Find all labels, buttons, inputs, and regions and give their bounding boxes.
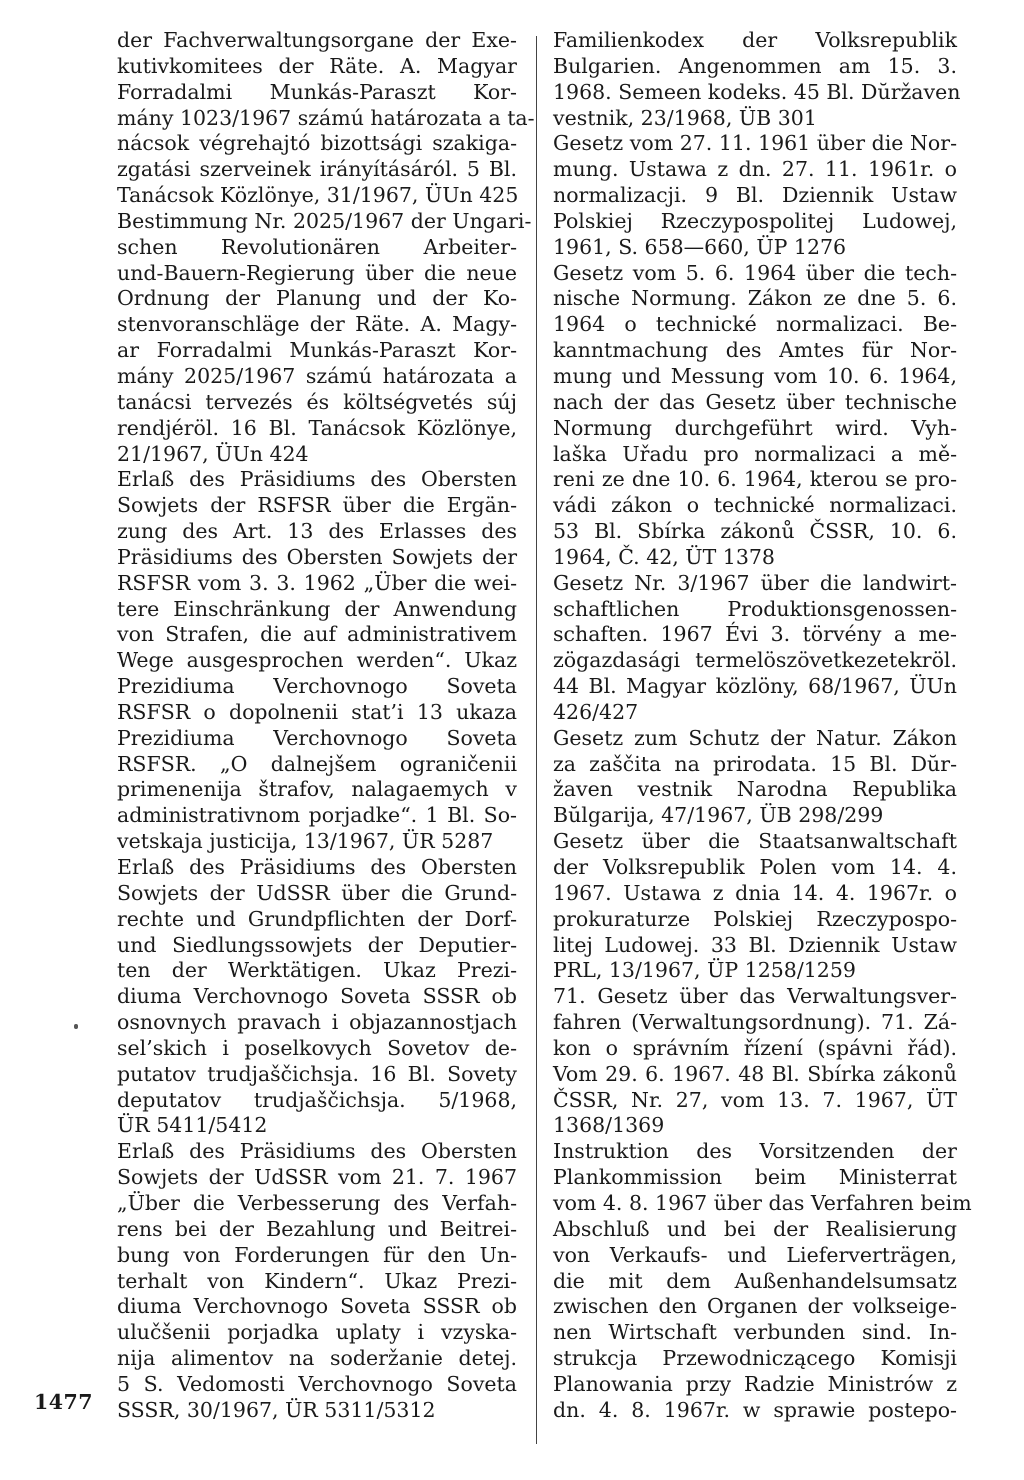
text-line: rendjéröl. 16 Bl. Tanácsok Közlönye, [117,415,517,440]
text-line: Gesetz über die Staatsanwaltschaft [553,829,957,854]
text-line: vádi zákon o technické normalizaci. [553,493,957,518]
text-line: schaften. 1967 Évi 3. törvény a me- [553,622,957,647]
text-line: Forradalmi Munkás-Paraszt Kor- [117,79,517,104]
text-line: der Fachverwaltungsorgane der Exe- [117,28,517,52]
text-line: zgatási szerveinek irányításáról. 5 Bl. [117,157,517,182]
text-line: vom 4. 8. 1967 über das Verfahren beim [553,1190,972,1215]
text-line: Vom 29. 6. 1967. 48 Bl. Sbírka zákonů [553,1061,957,1086]
text-line: osnovnych pravach i objazannostjach [117,1010,517,1035]
text-line: Erlaß des Präsidiums des Obersten [117,467,517,492]
text-line: kutivkomitees der Räte. A. Magyar [117,53,517,78]
text-line: 426/427 [553,699,639,724]
text-line: 44 Bl. Magyar közlöny, 68/1967, ÜUn [553,674,957,699]
text-line: Prezidiuma Verchovnogo Soveta [117,674,517,699]
text-line: rens bei der Bezahlung und Beitrei- [117,1216,517,1241]
text-line: administrativnom porjadke“. 1 Bl. So- [117,803,517,828]
text-line: kanntmachung des Amtes für Nor- [553,338,957,363]
text-line: 53 Bl. Sbírka zákonů ČSSR, 10. 6. [553,519,957,544]
text-line: tanácsi tervezés és költségvetés súj [117,389,517,414]
text-line: RSFSR vom 3. 3. 1962 „Über die wei- [117,570,517,595]
text-line: Bŭlgarija, 47/1967, ÜB 298/299 [553,803,884,828]
text-line: nen Wirtschaft verbunden sind. In- [553,1320,957,1345]
text-line: 21/1967, ÜUn 424 [117,441,309,466]
text-line: SSSR, 30/1967, ÜR 5311/5312 [117,1397,436,1422]
text-line: Prezidiuma Verchovnogo Soveta [117,725,517,750]
text-line: rechte und Grundpflichten der Dorf- [117,906,517,931]
text-line: Sowjets der UdSSR vom 21. 7. 1967 [117,1165,517,1190]
text-line: vestnik, 23/1968, ÜB 301 [553,105,817,130]
text-line: nach der das Gesetz über technische [553,389,957,414]
text-line: stenvoranschläge der Räte. A. Magy- [117,312,517,337]
text-line: Präsidiums des Obersten Sowjets der [117,544,517,569]
text-line: nische Normung. Zákon ze dne 5. 6. [553,286,957,311]
page-number: 1477 [34,1390,94,1414]
text-line: Instruktion des Vorsitzenden der [553,1139,957,1164]
text-line: 1961, S. 658—660, ÜP 1276 [553,234,847,259]
text-line: normalizacji. 9 Bl. Dziennik Ustaw [553,183,957,208]
text-line: mány 1023/1967 számú határozata a ta- [117,105,535,130]
text-line: der Volksrepublik Polen vom 14. 4. [553,855,957,879]
text-line: terhalt von Kindern“. Ukaz Prezi- [117,1268,517,1293]
text-line: kon o správním řízení (spávni řád). [553,1035,957,1060]
text-line: diuma Verchovnogo Soveta SSSR ob [117,984,517,1009]
text-line: Tanácsok Közlönye, 31/1967, ÜUn 425 [117,183,519,208]
text-line: 1368/1369 [553,1113,665,1138]
text-line: strukcja Przewodniczącego Komisji [553,1346,957,1371]
left-column [117,28,535,1424]
text-line: mány 2025/1967 számú határozata a [117,363,517,388]
text-line: tere Einschränkung der Anwendung [117,596,517,621]
text-line: Planowania przy Radzie Ministrów z [553,1371,957,1396]
text-line: ČSSR, Nr. 27, vom 13. 7. 1967, ÜT [553,1087,957,1112]
text-line: 1968. Semeen kodeks. 45 Bl. Dŭržaven [553,79,961,104]
text-line: zung des Art. 13 des Erlasses des [117,519,517,544]
text-line: die mit dem Außenhandelsumsatz [553,1268,957,1293]
text-line: prokuraturze Polskiej Rzeczypospo- [553,906,957,931]
text-line: Abschluß und bei der Realisierung [553,1216,957,1241]
text-line: PRL, 13/1967, ÜP 1258/1259 [553,958,856,983]
text-line: „Über die Verbesserung des Verfah- [117,1190,517,1215]
text-line: und Siedlungssowjets der Deputier- [117,932,517,957]
text-line: fahren (Verwaltungsordnung). 71. Zá- [553,1010,957,1035]
right-column [553,28,972,1424]
text-line: Gesetz vom 5. 6. 1964 über die tech- [553,260,957,285]
text-line: 1964, Č. 42, ÜT 1378 [553,544,775,569]
stray-ink-mark [74,1024,78,1029]
text-line: Polskiej Rzeczypospolitej Ludowej, [553,208,957,233]
text-line: von Strafen, die auf administrativem [117,622,517,647]
text-line: Sowjets der RSFSR über die Ergän- [117,493,517,518]
text-line: za zaščita na prirodata. 15 Bl. Dŭr- [553,751,957,776]
text-line: RSFSR o dopolnenii stat’i 13 ukaza [117,699,517,724]
text-line: žaven vestnik Narodna Republika [553,777,957,802]
text-line: primenenija štrafov, nalagaemych v [117,777,517,802]
text-line: Gesetz vom 27. 11. 1961 über die Nor- [553,131,957,156]
text-line: 5 S. Vedomosti Verchovnogo Soveta [117,1371,517,1396]
text-line: ten der Werktätigen. Ukaz Prezi- [117,958,517,983]
text-line: Ordnung der Planung und der Ko- [117,286,517,311]
column-divider [536,36,537,1444]
text-line: Wege ausgesprochen werden“. Ukaz [117,648,517,673]
text-line: reni ze dne 10. 6. 1964, kterou se pro- [553,467,957,492]
text-line: Sowjets der UdSSR über die Grund- [117,880,517,905]
text-line: 1967. Ustawa z dnia 14. 4. 1967r. o [553,880,957,905]
text-line: putatov trudjaščichsja. 16 Bl. Sovety [117,1061,517,1086]
text-line: Gesetz zum Schutz der Natur. Zákon [553,725,957,750]
text-line: Plankommission beim Ministerrat [553,1165,957,1190]
text-line: Familienkodex der Volksrepublik [553,28,957,52]
text-line: diuma Verchovnogo Soveta SSSR ob [117,1294,517,1319]
text-line: nácsok végrehajtó bizottsági szakiga- [117,131,517,156]
text-line: und-Bauern-Regierung über die neue [117,260,517,285]
text-line: litej Ludowej. 33 Bl. Dziennik Ustaw [553,932,957,957]
text-line: schaftlichen Produktionsgenossen- [553,596,957,621]
text-line: ulučšenii porjadka uplaty i vzyska- [117,1320,517,1345]
text-line: RSFSR. „O dalnejšem ograničenii [117,751,517,776]
text-line: bung von Forderungen für den Un- [117,1242,517,1267]
text-line: laška Uřadu pro normalizaci a mě- [553,441,957,466]
text-line: Gesetz Nr. 3/1967 über die landwirt- [553,570,957,595]
text-line: 71. Gesetz über das Verwaltungsver- [553,984,957,1009]
text-line: Erlaß des Präsidiums des Obersten [117,855,517,879]
text-line: Erlaß des Präsidiums des Obersten [117,1139,517,1164]
text-line: deputatov trudjaščichsja. 5/1968, [117,1087,517,1112]
text-line: 1964 o technické normalizaci. Be- [553,312,957,337]
text-line: ar Forradalmi Munkás-Paraszt Kor- [117,338,517,363]
text-line: Normung durchgeführt wird. Vyh- [553,415,957,440]
text-line: schen Revolutionären Arbeiter- [117,234,517,259]
text-line: vetskaja justicija, 13/1967, ÜR 5287 [117,829,494,854]
text-line: dn. 4. 8. 1967r. w sprawie postepo- [553,1397,957,1422]
text-line: nija alimentov na soderžanie detej. [117,1346,517,1371]
text-line: von Verkaufs- und Lieferverträgen, [553,1242,957,1267]
text-line: Bestimmung Nr. 2025/1967 der Ungari- [117,208,532,233]
text-line: sel’skich i poselkovych Sovetov de- [117,1035,517,1060]
text-line: mung. Ustawa z dn. 27. 11. 1961r. o [553,157,957,182]
text-line: mung und Messung vom 10. 6. 1964, [553,363,957,388]
text-line: ÜR 5411/5412 [117,1113,268,1138]
text-line: Bulgarien. Angenommen am 15. 3. [553,53,957,78]
text-line: zwischen den Organen der volkseige- [553,1294,957,1319]
text-line: zögazdasági termelöszövetkezetekröl. [553,648,957,673]
